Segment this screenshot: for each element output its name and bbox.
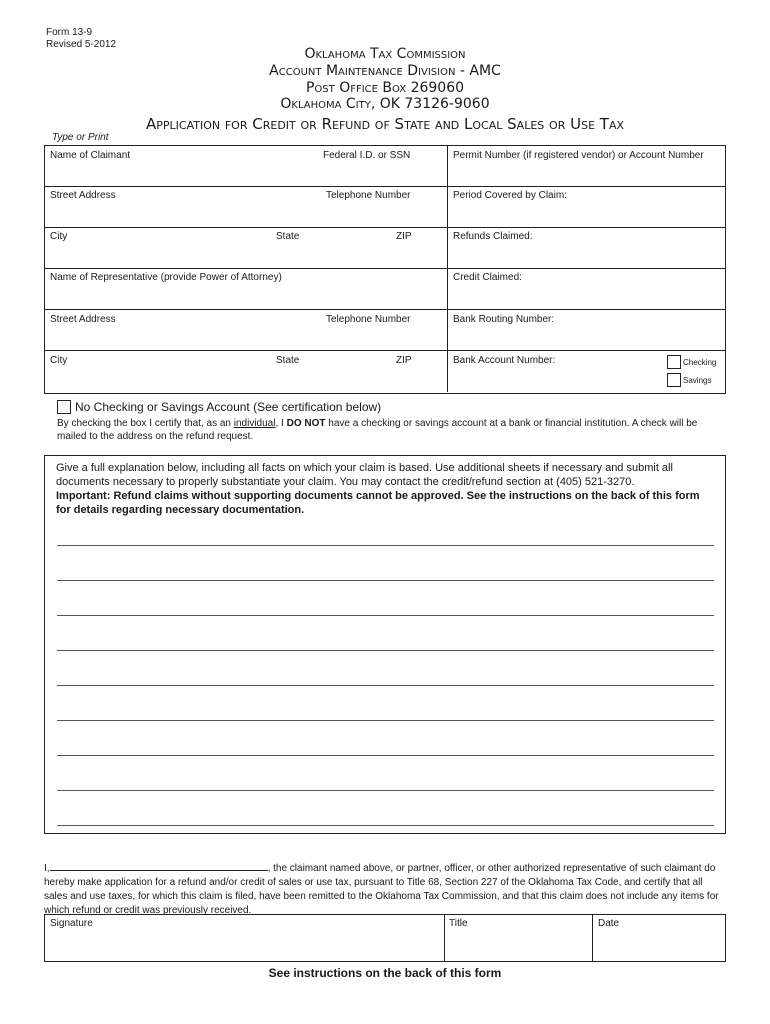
representative-street-label: Street Address <box>50 314 116 325</box>
refunds-claimed-field[interactable] <box>449 244 723 266</box>
claimant-street-label: Street Address <box>50 190 116 201</box>
type-or-print: Type or Print <box>52 132 109 143</box>
credit-claimed-field[interactable] <box>449 285 723 307</box>
period-covered-label: Period Covered by Claim: <box>453 190 567 201</box>
fein-label: Federal I.D. or SSN <box>323 150 411 161</box>
claimant-city-label: City <box>50 231 68 242</box>
no-account-checkbox[interactable] <box>57 400 71 414</box>
form-number: Form 13-9 <box>46 27 93 38</box>
bank-account-field[interactable] <box>449 368 659 390</box>
claimant-street-field[interactable] <box>46 203 446 225</box>
savings-label: Savings <box>683 376 712 385</box>
claimant-name-field[interactable] <box>46 163 446 185</box>
explanation-line <box>57 685 714 686</box>
date-field[interactable] <box>594 931 722 959</box>
claimant-state-label: State <box>276 231 300 242</box>
explanation-line <box>57 615 714 616</box>
claimant-zip-label: ZIP <box>396 231 412 242</box>
date-label: Date <box>598 918 620 929</box>
no-account-certification: By checking the box I certify that, as an individual, I DO NOT have a checking or savings account at a bank or financial institution. A check will be mailed to the address on the refund request. <box>57 418 698 442</box>
explanation-line <box>57 755 714 756</box>
title-field[interactable] <box>446 931 590 959</box>
permit-number-field[interactable] <box>449 163 723 185</box>
explanation-line <box>57 545 714 546</box>
checking-label: Checking <box>683 358 717 367</box>
claimant-phone-label: Telephone Number <box>326 190 411 201</box>
credit-claimed-label: Credit Claimed: <box>453 272 522 283</box>
explanation-line <box>57 825 714 826</box>
representative-city-label: City <box>50 355 68 366</box>
title-label: Title <box>449 918 468 929</box>
representative-name-label: Name of Representative (provide Power of Attorney) <box>50 272 282 283</box>
explanation-line <box>57 790 714 791</box>
revised-date: Revised 5-2012 <box>46 39 117 50</box>
agency-name: Oklahoma Tax Commission <box>304 46 466 62</box>
bank-routing-field[interactable] <box>449 327 723 349</box>
bank-account-label: Bank Account Number: <box>453 355 556 366</box>
checking-checkbox[interactable] <box>667 355 681 369</box>
savings-checkbox[interactable] <box>667 373 681 387</box>
division-name: Account Maintenance Division - AMC <box>269 63 501 79</box>
claimant-city-field[interactable] <box>46 244 446 266</box>
signature-field[interactable] <box>46 931 442 959</box>
explanation-text-area[interactable] <box>46 532 724 830</box>
explanation-line <box>57 650 714 651</box>
representative-city-field[interactable] <box>46 368 446 390</box>
representative-phone-label: Telephone Number <box>326 314 411 325</box>
representative-name-field[interactable] <box>46 285 446 307</box>
explanation-instructions: Give a full explanation below, including all facts on which your claim is based. Use additional sheets if necessary and submit all documents necessary to properly substantiate your claim. You may contact the credit/refund section at (405) 521-3270. Important: Refund claims without supporting documents cannot be approved. See the instructions on the back of this form for details regarding necessary documentation. <box>56 462 700 516</box>
period-covered-field[interactable] <box>449 203 723 225</box>
claimant-name-label: Name of Claimant <box>50 150 131 161</box>
form-title: Application for Credit or Refund of State and Local Sales or Use Tax <box>145 115 625 133</box>
explanation-line <box>57 580 714 581</box>
footer-note: See instructions on the back of this form <box>268 966 502 980</box>
bank-routing-label: Bank Routing Number: <box>453 314 555 325</box>
representative-state-label: State <box>276 355 300 366</box>
city-line: Oklahoma City, OK 73126-9060 <box>280 96 490 112</box>
no-account-heading: No Checking or Savings Account (See certification below) <box>75 400 382 414</box>
permit-number-label: Permit Number (if registered vendor) or Account Number <box>453 150 704 161</box>
representative-street-field[interactable] <box>46 327 446 349</box>
representative-zip-label: ZIP <box>396 355 412 366</box>
explanation-line <box>57 720 714 721</box>
refunds-claimed-label: Refunds Claimed: <box>453 231 533 242</box>
certifier-name-field[interactable] <box>50 860 268 871</box>
signature-label: Signature <box>50 918 93 929</box>
certification-statement: I, , the claimant named above, or partner, officer, or other authorized representative of such claimant do hereby make application for a refund and/or credit of sales or use tax, pursuant to Title 68, Section 227 of the Oklahoma Tax Code, and certify that all sales and use taxes, for which this claim is filed, have been remitted to the Oklahoma Tax Commission, and that this claim does not include any items for which refund or credit was previously received. <box>44 860 728 918</box>
po-box: Post Office Box 269060 <box>305 80 465 96</box>
